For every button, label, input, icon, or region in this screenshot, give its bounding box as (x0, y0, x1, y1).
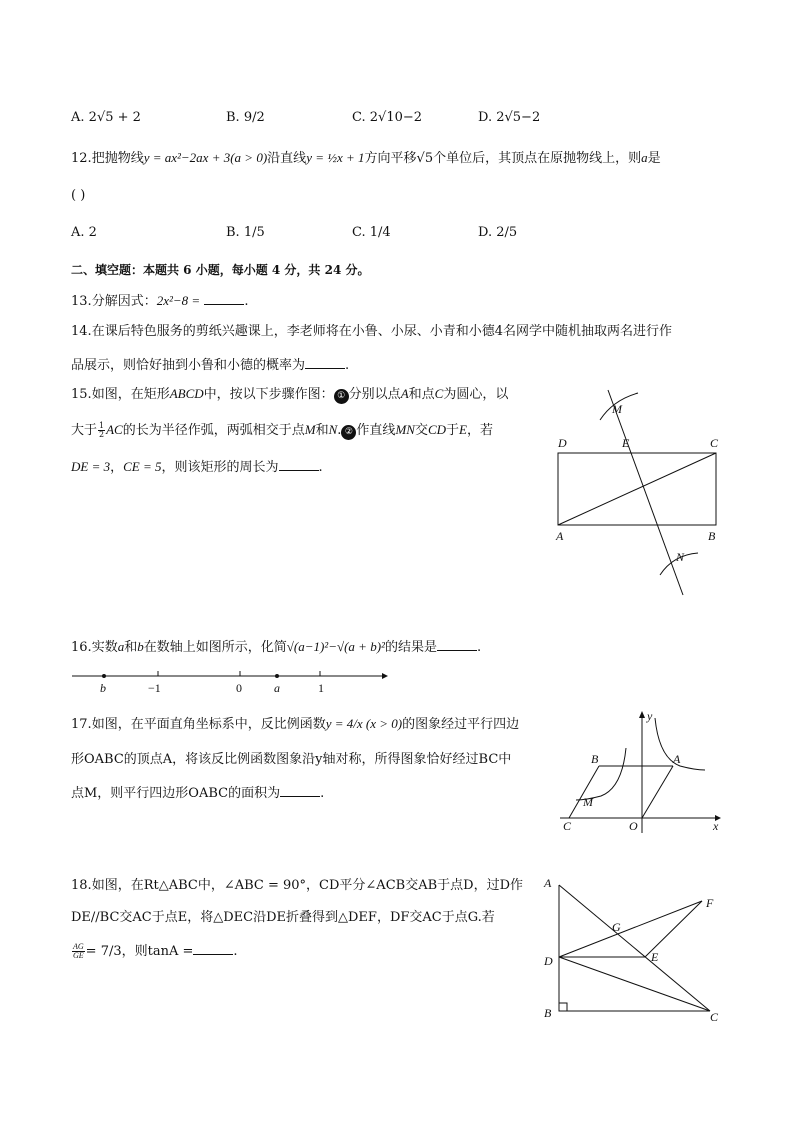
segment-dc (559, 957, 710, 1011)
label-a: A (544, 876, 552, 890)
q15-answer-blank[interactable] (279, 458, 319, 471)
q15-line2: 大于 $\frac{1}{2}$ AC的长为半径作弧，两弧相交于点M和N. ② 作直线MN交CD于E，若 (71, 421, 493, 439)
y-axis-arrow (639, 711, 645, 718)
q16-number-line (70, 668, 390, 696)
q12-option-a: A. 2 (71, 225, 97, 240)
q12-answer-paren: ( ) (71, 188, 86, 203)
label-f: F (706, 896, 714, 910)
q15-figure (548, 385, 733, 600)
diagonal-ac (558, 453, 716, 525)
axis-arrow (382, 673, 388, 679)
label-b: B (591, 752, 599, 766)
q16-answer-blank[interactable] (437, 638, 477, 651)
label-m: M (583, 795, 593, 809)
q18-figure (540, 873, 725, 1023)
label-a: A (673, 752, 681, 766)
q12-option-c: C. 1/4 (352, 225, 391, 240)
q11-option-d: D. 2√5−2 (478, 110, 541, 125)
label-d: D (558, 436, 567, 450)
q13-answer-blank[interactable] (204, 292, 244, 305)
segment-df (559, 901, 702, 957)
label-m: M (612, 402, 622, 416)
side-bc (569, 766, 599, 818)
q11-option-c: C. 2√10−2 (352, 110, 423, 125)
label-a: a (274, 681, 280, 695)
label-g: G (612, 920, 621, 934)
label-y: y (647, 709, 653, 723)
section-title: 二、填空题：本题共 6 小题，每小题 4 分，共 24 分。 (71, 263, 370, 277)
label-one: 1 (318, 681, 324, 695)
label-o: O (629, 819, 638, 833)
q12-stem: 12.把抛物线y = ax²−2ax + 3(a > 0)沿直线y = ½x + 1方向平移√5个单位后，其顶点在原抛物线上，则a是 (71, 150, 661, 166)
q14-line1: 14.在课后特色服务的剪纸兴趣课上，李老师将在小鲁、小尿、小青和小德4名网学中随机抽取两名进行作 (71, 324, 672, 339)
q15-line3: DE = 3，CE = 5，则该矩形的周长为 . (71, 459, 323, 475)
q18-answer-blank[interactable] (193, 942, 233, 955)
label-a: A (556, 529, 564, 543)
q16-stem: 16.实数a和b在数轴上如图所示，化简√(a−1)²−√(a + b)²的结果是 . (71, 639, 482, 655)
label-d: D (544, 954, 553, 968)
q18-line2: DE//BC交AC于点E，将△DEC沿DE折叠得到△DEF，DF交AC于点G.若 (71, 910, 495, 925)
segment-fe (645, 901, 702, 957)
q17-line2: 形OABC的顶点A，将该反比例函数图象沿y轴对称，所得图象恰好经过BC中 (71, 752, 512, 767)
q11-option-a: A. 2√5 + 2 (71, 110, 141, 125)
q14-answer-blank[interactable] (305, 356, 345, 369)
label-b: b (100, 681, 106, 695)
side-ao (642, 766, 673, 818)
label-n: N (676, 550, 685, 564)
q12-option-b: B. 1/5 (226, 225, 265, 240)
q14-line2: 品展示，则恰好抽到小鲁和小德的概率为 . (71, 358, 350, 373)
label-c: C (710, 436, 719, 450)
label-minus-one: −1 (148, 681, 161, 695)
point-b (102, 674, 106, 678)
label-b: B (544, 1006, 552, 1020)
q17-line1: 17.如图，在平面直角坐标系中，反比例函数y = 4/x (x > 0)的图象经过平行四边 (71, 716, 520, 732)
label-c: C (563, 819, 572, 833)
q17-line3: 点M，则平行四边形OABC的面积为 . (71, 786, 325, 801)
q12-option-d: D. 2/5 (478, 225, 518, 240)
label-e: E (622, 436, 630, 450)
label-c: C (710, 1010, 719, 1023)
q15-line1: 15.如图，在矩形ABCD中，按以下步骤作图： ① 分别以点A和点C为圆心，以 (71, 386, 509, 402)
q13-stem: 13.分解因式：2x²−8 = . (71, 293, 249, 309)
point-a (275, 674, 279, 678)
q18-line1: 18.如图，在Rt△ABC中，∠ABC = 90°，CD平分∠ACB交AB于点D，过D作 (71, 878, 523, 893)
label-b: B (708, 529, 716, 543)
label-x: x (713, 819, 719, 833)
line-mn (608, 390, 683, 595)
label-zero: 0 (236, 681, 242, 695)
q17-answer-blank[interactable] (280, 784, 320, 797)
q18-line3: $\frac{AG}{GE}$ = 7/3，则tanA = . (73, 942, 238, 960)
q17-figure (555, 708, 725, 838)
label-e: E (651, 950, 659, 964)
right-angle-mark (559, 1003, 567, 1011)
q11-option-b: B. 9/2 (226, 110, 265, 125)
